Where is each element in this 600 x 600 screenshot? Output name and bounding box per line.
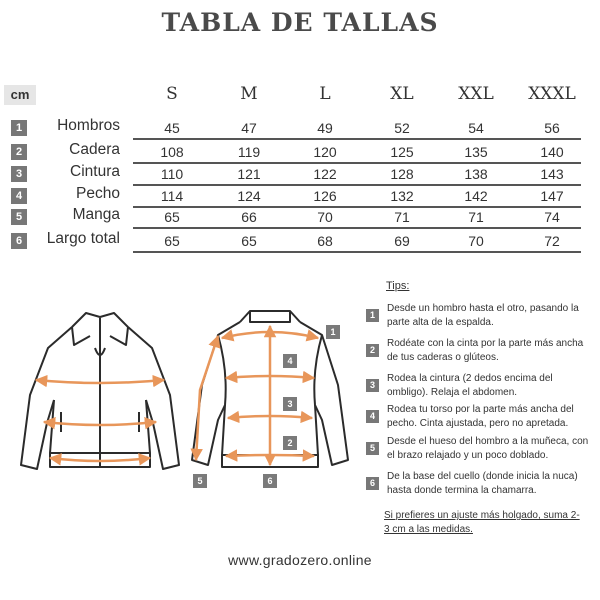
row-label: Largo total [46,230,120,247]
tip-text: Rodea la cintura (2 dedos encima del ombligo). Relaja el abdomen. [387,373,553,398]
table-cell: 119 [237,144,261,160]
table-cell: 66 [241,209,257,225]
tip-text: Rodéate con la cinta por la parte más ancha de tus caderas o glúteos. [387,338,584,363]
table-cell: 147 [540,188,564,204]
table-cell: 74 [544,209,560,225]
tip-text: Desde el hueso del hombro a la muñeca, con el brazo relajado y un poco doblado. [387,436,589,461]
table-cell: 120 [313,144,337,160]
table-cell: 124 [237,188,261,204]
diagram-tag-hip: 2 [283,436,297,450]
table-cell: 126 [313,188,337,204]
tip-text: Desde un hombro hasta el otro, pasando la parte alta de la espalda. [387,303,579,328]
front-jacket-drawing [21,313,179,469]
size-header-xxl: XXL [458,84,494,104]
tip-number-badge: 6 [366,477,379,490]
tip-text: De la base del cuello (donde inicia la nuca) hasta donde termina la chamarra. [387,471,578,496]
table-cell: 71 [468,209,484,225]
row-number-badge: 2 [11,144,27,160]
unit-badge: cm [4,85,36,105]
tips-title: Tips: [386,280,410,292]
size-header-m: M [240,84,258,104]
table-cell: 121 [237,166,261,182]
table-cell: 122 [313,166,337,182]
table-cell: 54 [468,120,484,136]
table-cell: 128 [390,166,414,182]
table-cell: 68 [317,233,333,249]
table-cell: 47 [241,120,257,136]
row-label: Pecho [76,185,120,202]
diagram-tag-sleeve: 5 [193,474,207,488]
diagram-tag-shoulders: 1 [326,325,340,339]
size-header-l: L [319,84,331,104]
table-cell: 65 [164,233,180,249]
tip-number-badge: 1 [366,309,379,322]
row-number-badge: 6 [11,233,27,249]
row-label: Cintura [70,163,120,180]
tip-number-badge: 5 [366,442,379,455]
table-cell: 142 [464,188,488,204]
table-cell: 49 [317,120,333,136]
table-cell: 70 [468,233,484,249]
diagram-tag-chest: 4 [283,354,297,368]
size-header-xxxl: XXXL [528,84,576,104]
table-cell: 65 [241,233,257,249]
table-cell: 114 [160,188,184,204]
fit-note: Si prefieres un ajuste más holgado, suma 2-3 cm a las medidas. [384,510,580,535]
table-cell: 72 [544,233,560,249]
table-cell: 65 [164,209,180,225]
diagram-tag-length: 6 [263,474,277,488]
table-cell: 135 [464,144,488,160]
row-number-badge: 4 [11,188,27,204]
row-number-badge: 1 [11,120,27,136]
size-header-s: S [166,84,178,104]
table-cell: 110 [160,166,184,182]
tip-number-badge: 3 [366,379,379,392]
page-title: TABLA DE TALLAS [161,8,439,37]
table-cell: 56 [544,120,560,136]
row-number-badge: 3 [11,166,27,182]
row-label: Hombros [57,117,120,134]
back-measure-lines [196,326,318,465]
table-cell: 143 [540,166,564,182]
table-cell: 138 [464,166,488,182]
size-header-xl: XL [390,84,414,104]
table-cell: 69 [394,233,410,249]
table-cell: 70 [317,209,333,225]
table-cell: 108 [160,144,184,160]
table-cell: 45 [164,120,180,136]
table-cell: 140 [540,144,564,160]
diagram-tag-waist: 3 [283,397,297,411]
tip-text: Rodea tu torso por la parte más ancha del pecho. Cinta ajustada, pero no apretada. [387,404,574,429]
tip-number-badge: 4 [366,410,379,423]
website-url[interactable]: www.gradozero.online [228,552,372,568]
table-cell: 132 [390,188,414,204]
table-cell: 125 [390,144,414,160]
row-label: Cadera [69,141,120,158]
row-number-badge: 5 [11,209,27,225]
table-cell: 52 [394,120,410,136]
tip-number-badge: 2 [366,344,379,357]
row-label: Manga [72,206,120,223]
table-cell: 71 [394,209,410,225]
